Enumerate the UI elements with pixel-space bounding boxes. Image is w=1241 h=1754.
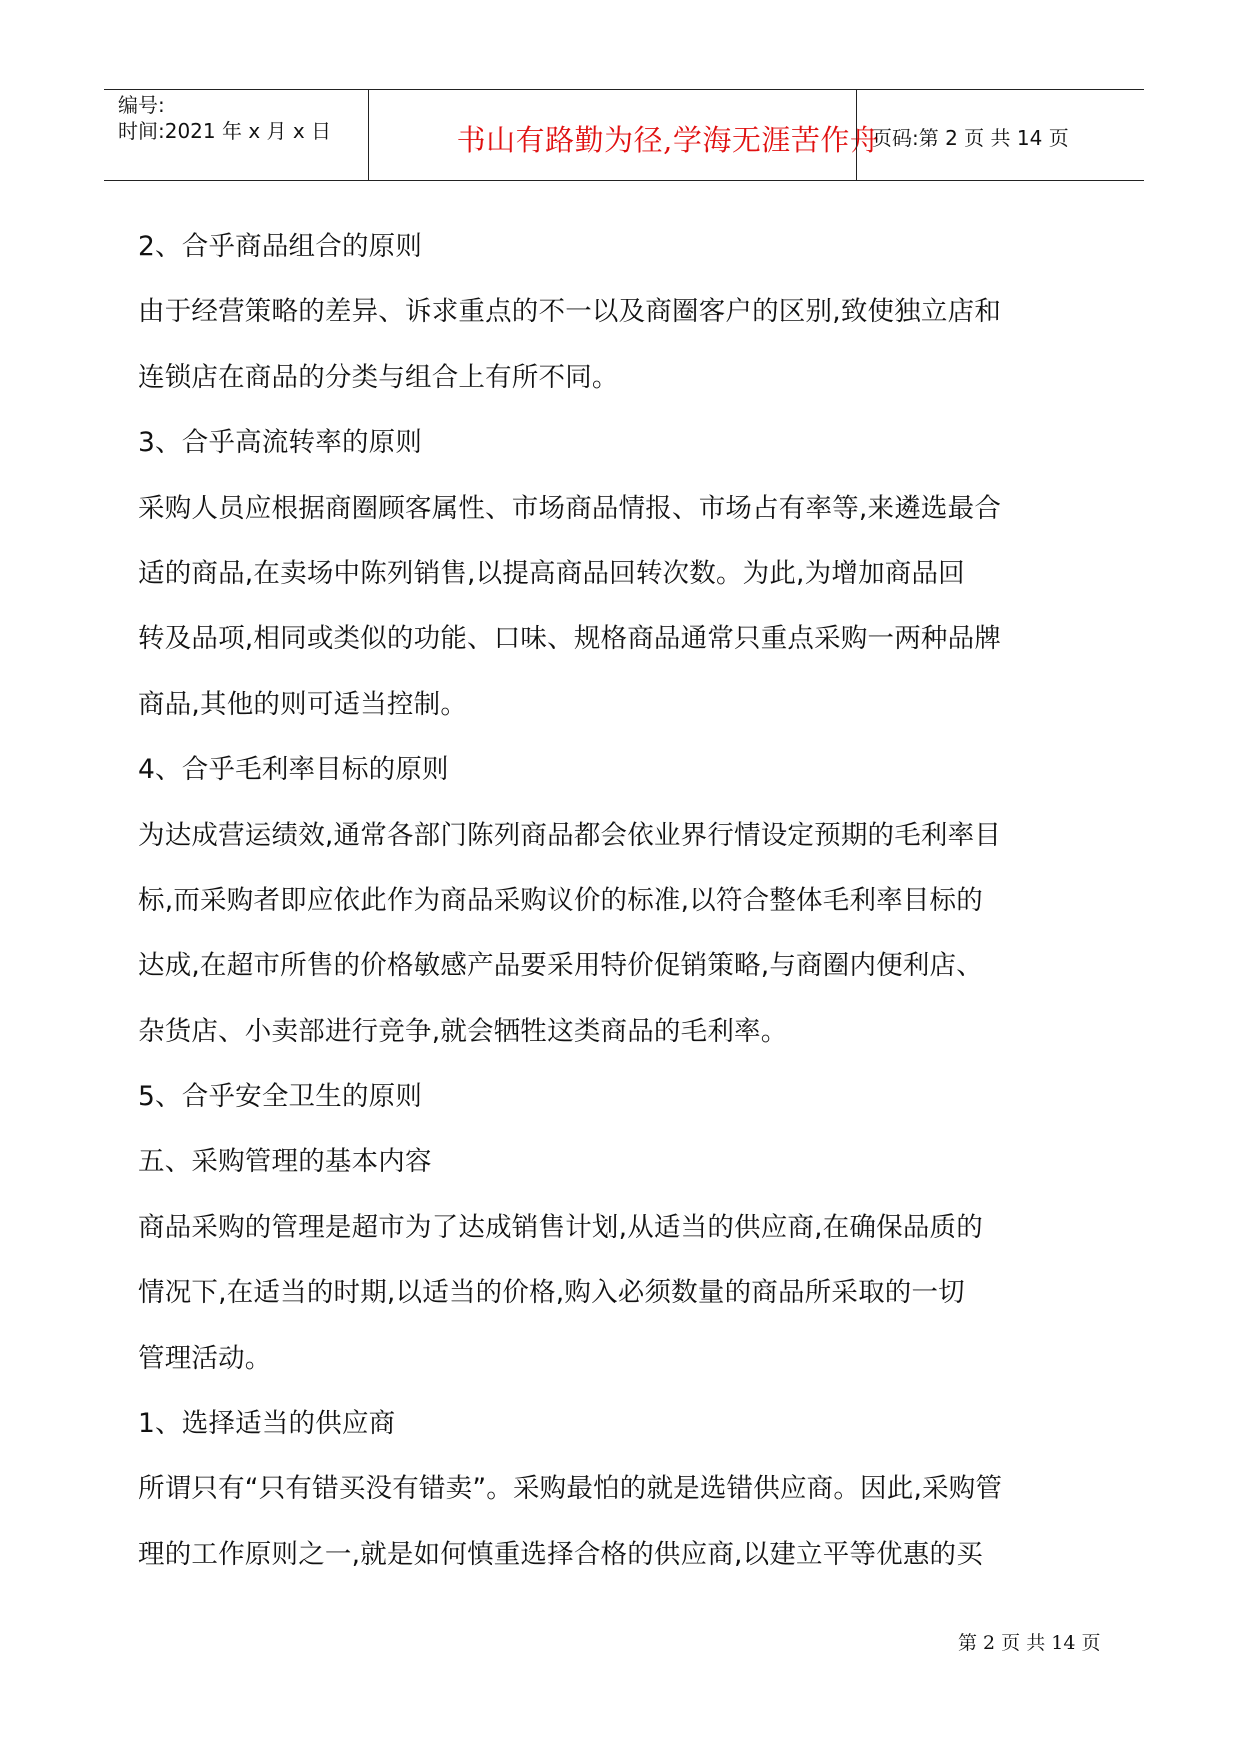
paragraph-line: 情况下,在适当的时期,以适当的价格,购入必须数量的商品所采取的一切 [138,1277,965,1309]
paragraph-line: 标,而采购者即应依此作为商品采购议价的标准,以符合整体毛利率目标的 [138,884,983,916]
paragraph-line: 管理活动。 [138,1342,272,1374]
section-heading: 3、合乎高流转率的原则 [138,427,423,459]
paragraph-line: 理的工作原则之一,就是如何慎重选择合格的供应商,以建立平等优惠的买 [138,1538,983,1570]
header-page-code: 页码:第 2 页 共 14 页 [872,126,1069,150]
header-divider-right [856,90,857,180]
paragraph-line: 采购人员应根据商圈顾客属性、市场商品情报、市场占有率等,来遴选最合 [138,492,1002,524]
paragraph-line: 达成,在超市所售的价格敏感产品要采用特价促销策略,与商圈内便利店、 [138,950,983,982]
page-footer: 第 2 页 共 14 页 [958,1632,1101,1654]
header-time-label: 时间:2021 年 x 月 x 日 [118,119,332,143]
paragraph-line: 转及品项,相同或类似的功能、口味、规格商品通常只重点采购一两种品牌 [138,623,1002,655]
header-number-label: 编号: [118,93,165,117]
paragraph-line: 连锁店在商品的分类与组合上有所不同。 [138,361,619,393]
page-header [104,89,1144,181]
section-heading: 5、合乎安全卫生的原则 [138,1081,423,1113]
paragraph-line: 商品采购的管理是超市为了达成销售计划,从适当的供应商,在确保品质的 [138,1211,983,1243]
section-heading: 1、选择适当的供应商 [138,1408,396,1440]
header-motto: 书山有路勤为径,学海无涯苦作舟 [456,123,880,157]
section-heading: 五、采购管理的基本内容 [138,1146,432,1178]
paragraph-line: 适的商品,在卖场中陈列销售,以提高商品回转次数。为此,为增加商品回 [138,557,965,589]
paragraph-line: 杂货店、小卖部进行竞争,就会牺牲这类商品的毛利率。 [138,1015,788,1047]
header-meta [118,92,331,144]
section-heading: 4、合乎毛利率目标的原则 [138,754,449,786]
document-body [138,214,1118,1587]
paragraph-line: 由于经营策略的差异、诉求重点的不一以及商圈客户的区别,致使独立店和 [138,296,1002,328]
section-heading: 2、合乎商品组合的原则 [138,231,423,262]
paragraph-line: 为达成营运绩效,通常各部门陈列商品都会依业界行情设定预期的毛利率目 [138,819,1002,851]
paragraph-line: 商品,其他的则可适当控制。 [138,688,468,720]
paragraph-line: 所谓只有“只有错买没有错卖”。采购最怕的就是选错供应商。因此,采购管 [138,1473,1003,1505]
